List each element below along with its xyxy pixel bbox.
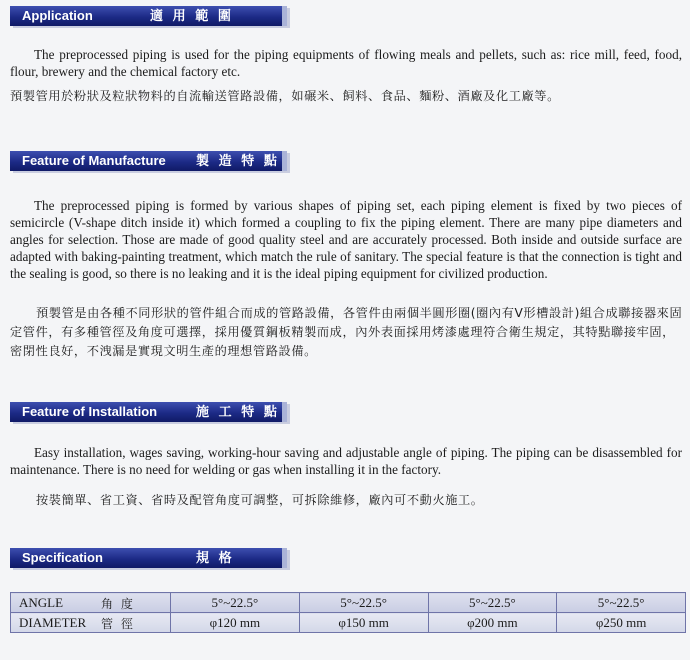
angle-label-en: ANGLE [19,594,64,610]
specification-title-en: Specification [22,550,103,565]
installation-header [10,402,287,422]
diameter-cell: φ120 mm [171,613,300,633]
table-row-diameter [11,613,686,633]
manufacture-header [10,151,287,171]
installation-title-en: Feature of Installation [22,404,158,419]
angle-cell: 5°~22.5° [428,593,557,613]
manufacture-text-en: The preprocessed piping is formed by various shapes of piping set, each piping element is fixed by two pieces of semicircle (V-shape ditch inside it) which formed a coupling to fix the piping element. There are many pipe diameters and angles for selection. Those are made of good quality steel and are accurately processed. Both inside and outside surface are adapted with baking-painting treatment, which match the rule of sanitary. The special feature is that the connection is tight and the sealing is good, so there is no leaking and it is the ideal piping equipment for civilized production. [10,198,682,281]
specification-table [10,592,686,633]
diameter-cell: φ150 mm [299,613,428,633]
manufacture-title-en: Feature of Manufacture [22,153,166,168]
angle-label [11,593,171,613]
angle-cell: 5°~22.5° [299,593,428,613]
diameter-label-en: DIAMETER [19,614,87,630]
table-row-angle [11,593,686,613]
installation-text-en: Easy installation, wages saving, working-hour saving and adjustable angle of piping. The piping can be disassembled for maintenance. There is no need for welding or gas when installing it in the factory. [10,445,682,477]
specification-header [10,548,287,568]
diameter-cell: φ200 mm [428,613,557,633]
installation-title-zh: 施 工 特 點 [196,404,280,419]
application-text-zh: 預製管用於粉狀及粒狀物料的自流輸送管路設備，如碾米、飼料、食品、麵粉、酒廠及化工廠等。 [10,89,560,103]
specification-title-zh: 規 格 [196,550,235,565]
installation-text-zh: 按裝簡單、省工資、省時及配管角度可調整，可拆除維修，廠內可不動火施工。 [36,493,484,507]
angle-label-zh: 角 度 [101,597,135,611]
manufacture-title-zh: 製 造 特 點 [196,153,280,168]
angle-cell: 5°~22.5° [171,593,300,613]
application-text-en: The preprocessed piping is used for the piping equipments of flowing meals and pellets, such as: rice mill, feed, food, flour, brewery and the chemical factory etc. [10,47,682,79]
manufacture-text-zh: 預製管是由各種不同形狀的管件組合而成的管路設備，各管件由兩個半圓形圈(圈內有V形槽設計)組合成聯接器來固定管件，有多種管徑及角度可選擇，採用優質鋼板精製而成，內外表面採用烤漆處理符合衛生規定，其特點聯接牢固，密閉性良好，不洩漏是實現文明生產的理想管路設備。 [10,306,683,358]
application-title-en: Application [22,8,93,23]
application-header [10,6,287,26]
angle-cell: 5°~22.5° [557,593,686,613]
application-title-zh: 適 用 範 圍 [150,8,234,23]
diameter-cell: φ250 mm [557,613,686,633]
diameter-label [11,613,171,633]
diameter-label-zh: 管 徑 [101,617,135,631]
